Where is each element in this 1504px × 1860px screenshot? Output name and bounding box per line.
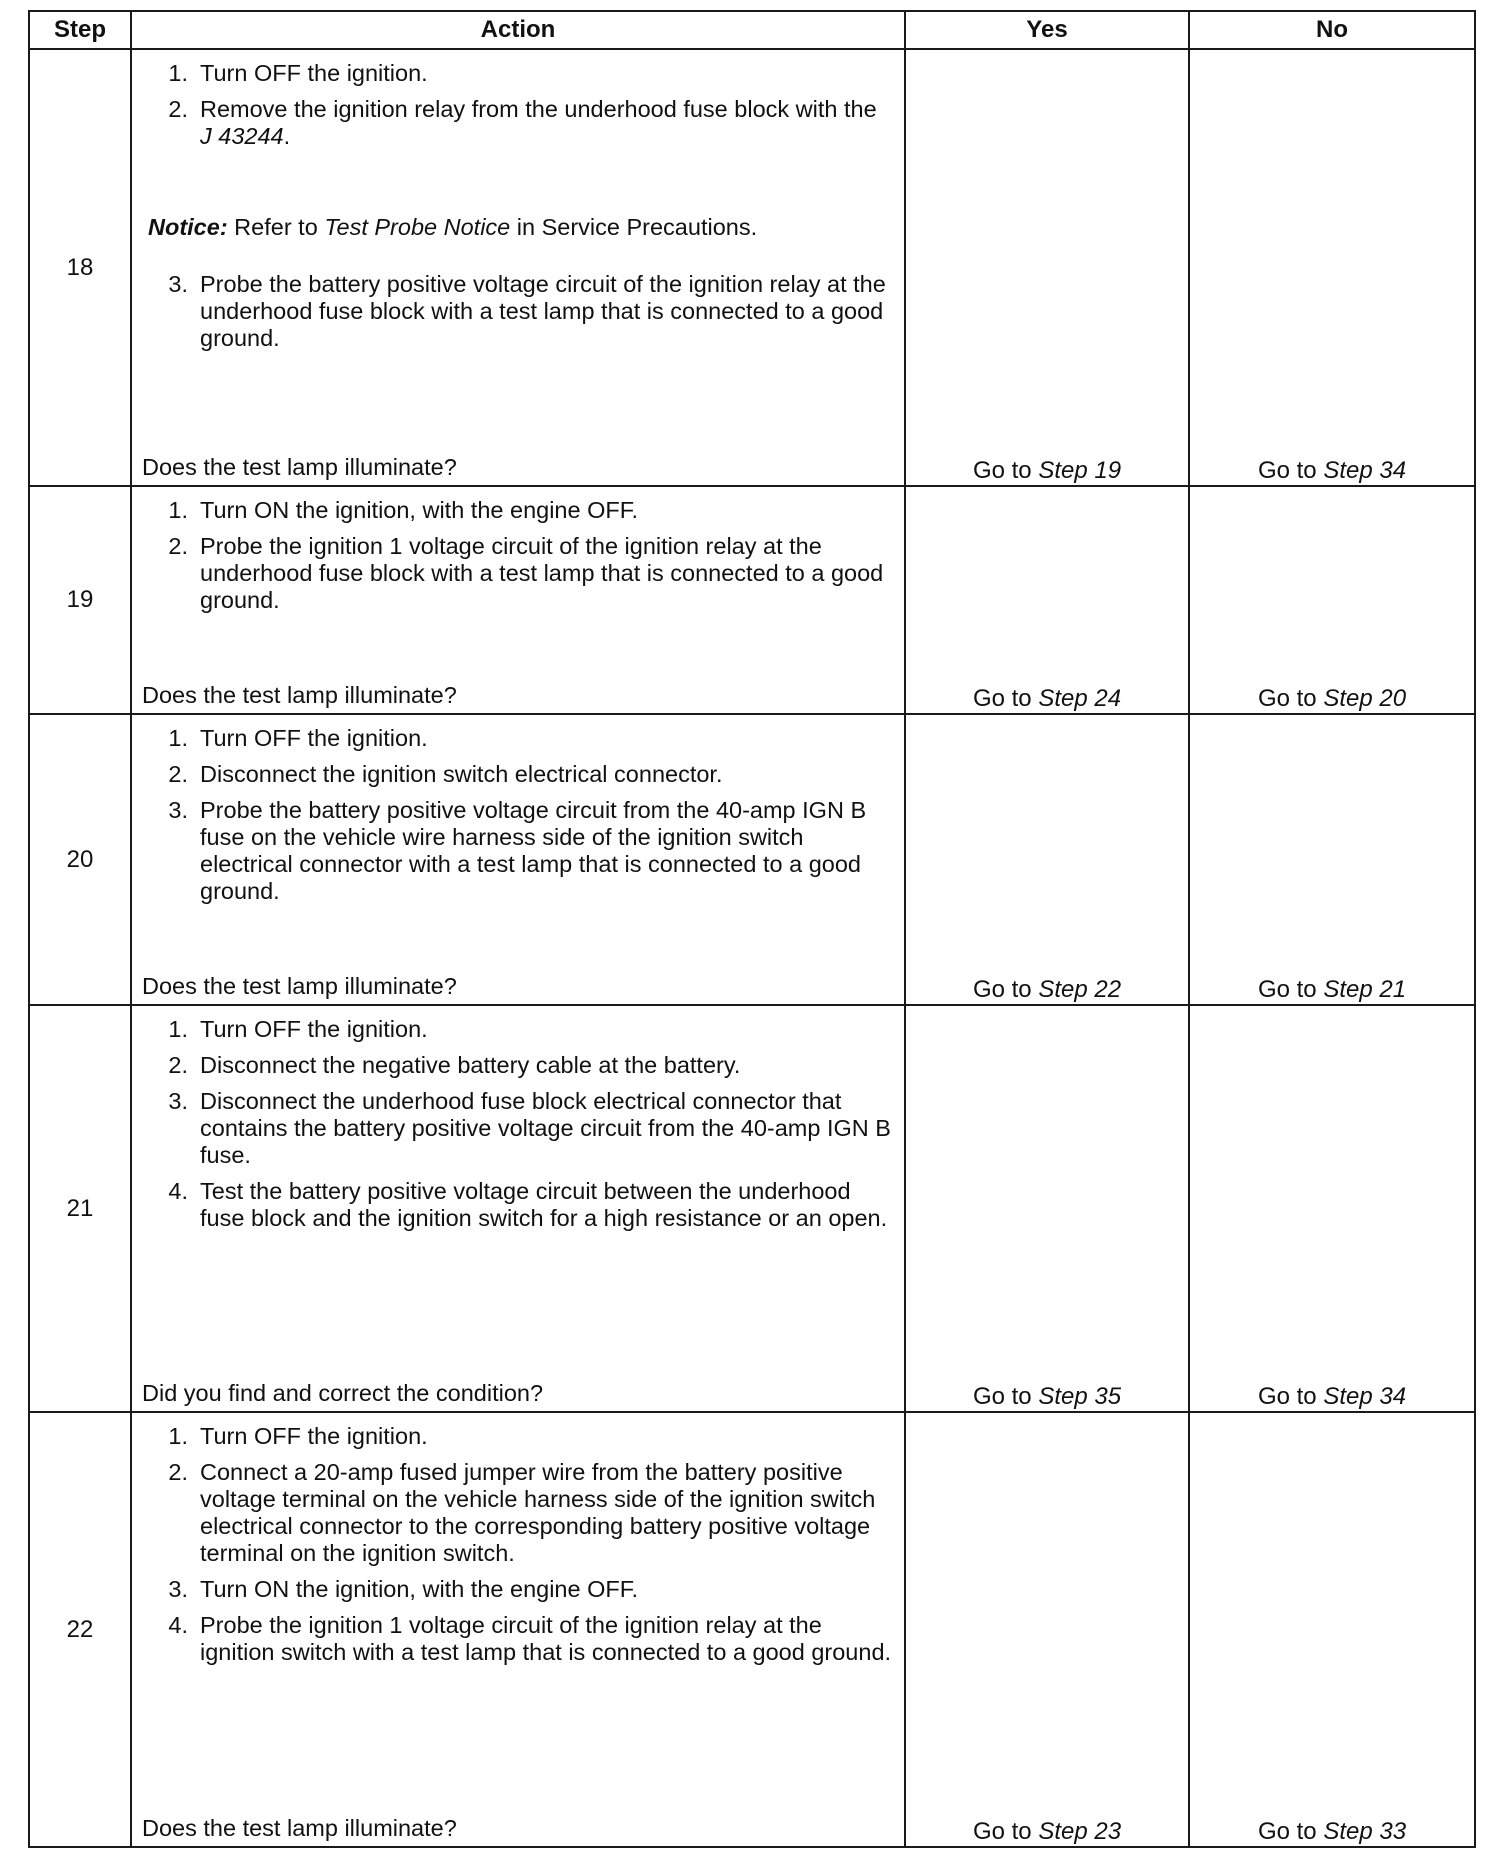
item-number: 3. [168,1088,188,1114]
action-item [142,1612,894,1666]
goto-prefix: Go to [972,457,1039,484]
goto-step-link[interactable]: Step 19 [1038,457,1122,484]
action-item [142,271,894,352]
action-cell [131,1412,905,1847]
table-row-step-18 [29,49,1475,486]
notice-reference: Test Probe Notice [324,214,511,240]
table-row-step-22 [29,1412,1475,1847]
action-item [142,1088,894,1169]
table-row-step-20 [29,714,1475,1005]
item-text: Probe the battery positive voltage circuit of the ignition relay at the underhood fuse block with a test lamp that is connected to a good ground. [200,271,886,351]
action-item [142,96,894,150]
no-cell [1189,486,1475,714]
item-text: Connect a 20-amp fused jumper wire from the battery positive voltage terminal on the vehicle harness side of the ignition switch electrical connector to the corresponding battery positive voltage terminal on the ignition switch. [200,1459,876,1566]
goto-step-link[interactable]: Step 33 [1323,1818,1407,1845]
notice-label: Notice: [148,214,228,240]
step-number: 22 [29,1412,131,1847]
item-text: Probe the ignition 1 voltage circuit of the ignition relay at the ignition switch with a test lamp that is connected to a good ground. [200,1612,892,1665]
item-text-main: Remove the ignition relay from the underhood fuse block with the [200,96,877,122]
goto-step-link[interactable]: Step 34 [1323,457,1407,484]
action-steps [142,271,894,352]
item-number: 3. [168,271,188,297]
goto-step-link[interactable]: Step 35 [1038,1383,1122,1410]
goto-step-link[interactable]: Step 34 [1323,1383,1407,1410]
notice-text-end: in Service Precautions. [510,214,758,240]
step-number: 19 [29,486,131,714]
item-text: Probe the battery positive voltage circuit from the 40-amp IGN B fuse on the vehicle wire harness side of the ignition switch electrical connector with a test lamp that is connected to a good ground. [200,797,867,904]
goto-prefix: Go to [1257,685,1324,712]
goto-prefix: Go to [972,976,1039,1003]
action-item [142,60,894,87]
action-steps [142,1423,894,1666]
goto-step-link[interactable]: Step 21 [1323,976,1407,1003]
goto-step-link[interactable]: Step 24 [1038,685,1122,712]
goto-step-link[interactable]: Step 20 [1323,685,1407,712]
action-cell [131,1005,905,1412]
action-item [142,1178,894,1232]
item-number: 2. [168,96,188,122]
diagnostic-table [28,10,1476,1848]
item-text: Disconnect the ignition switch electrical connector. [200,761,723,787]
action-item [142,797,894,905]
notice-text: Refer to [227,214,325,240]
goto-prefix: Go to [1257,1383,1324,1410]
item-number: 1. [168,60,188,86]
item-number: 1. [168,725,188,751]
item-number: 4. [168,1178,188,1204]
item-text: Test the battery positive voltage circuit between the underhood fuse block and the ignition switch for a high resistance or an open. [200,1178,888,1231]
action-steps [142,60,894,150]
question-text: Does the test lamp illuminate? [142,1815,457,1841]
goto-prefix: Go to [972,1383,1039,1410]
goto-step-link[interactable]: Step 22 [1038,976,1122,1003]
action-steps [142,497,894,614]
item-text: Probe the ignition 1 voltage circuit of the ignition relay at the underhood fuse block with a test lamp that is connected to a good ground. [200,533,884,613]
action-item [142,761,894,788]
yes-cell [905,486,1189,714]
item-number: 1. [168,1423,188,1449]
header-row [29,11,1475,49]
question-text: Does the test lamp illuminate? [142,454,457,480]
table-row-step-21 [29,1005,1475,1412]
action-cell [131,49,905,486]
yes-cell [905,1005,1189,1412]
action-item [142,1016,894,1043]
action-item [142,1576,894,1603]
item-text: Disconnect the negative battery cable at the battery. [200,1052,741,1078]
header-yes: Yes [905,11,1189,49]
item-number: 2. [168,761,188,787]
item-number: 2. [168,1459,188,1485]
action-item [142,1423,894,1450]
no-cell [1189,1412,1475,1847]
step-number: 18 [29,49,131,486]
item-text: Turn OFF the ignition. [200,60,428,86]
item-number: 3. [168,797,188,823]
action-steps [142,725,894,905]
item-number: 2. [168,1052,188,1078]
tool-reference: J 43244 [200,123,284,149]
no-cell [1189,1005,1475,1412]
action-item [142,725,894,752]
goto-step-link[interactable]: Step 23 [1038,1818,1122,1845]
action-item [142,1052,894,1079]
header-action: Action [131,11,905,49]
header-no: No [1189,11,1475,49]
goto-prefix: Go to [1257,1818,1324,1845]
action-item [142,497,894,524]
goto-prefix: Go to [972,685,1039,712]
yes-cell [905,49,1189,486]
yes-cell [905,1412,1189,1847]
item-number: 2. [168,533,188,559]
action-cell [131,714,905,1005]
item-number: 1. [168,497,188,523]
item-number: 4. [168,1612,188,1638]
notice-line [148,214,894,241]
item-text: Disconnect the underhood fuse block electrical connector that contains the battery positive voltage circuit from the 40-amp IGN B fuse. [200,1088,891,1168]
item-text-end: . [283,123,291,149]
diagnostic-table-sheet [28,10,1474,1844]
question-text: Did you find and correct the condition? [142,1380,544,1406]
step-number: 20 [29,714,131,1005]
no-cell [1189,714,1475,1005]
item-text: Turn OFF the ignition. [200,1016,428,1042]
item-number: 3. [168,1576,188,1602]
item-text [200,96,894,150]
item-text: Turn ON the ignition, with the engine OFF. [200,497,639,523]
item-text: Turn OFF the ignition. [200,725,428,751]
item-number: 1. [168,1016,188,1042]
action-steps [142,1016,894,1232]
goto-prefix: Go to [972,1818,1039,1845]
header-step: Step [29,11,131,49]
yes-cell [905,714,1189,1005]
goto-prefix: Go to [1257,976,1324,1003]
action-item [142,533,894,614]
goto-prefix: Go to [1257,457,1324,484]
item-text: Turn ON the ignition, with the engine OFF. [200,1576,639,1602]
question-text: Does the test lamp illuminate? [142,973,457,999]
action-cell [131,486,905,714]
table-row-step-19 [29,486,1475,714]
step-number: 21 [29,1005,131,1412]
no-cell [1189,49,1475,486]
item-text: Turn OFF the ignition. [200,1423,428,1449]
action-item [142,1459,894,1567]
question-text: Does the test lamp illuminate? [142,682,457,708]
